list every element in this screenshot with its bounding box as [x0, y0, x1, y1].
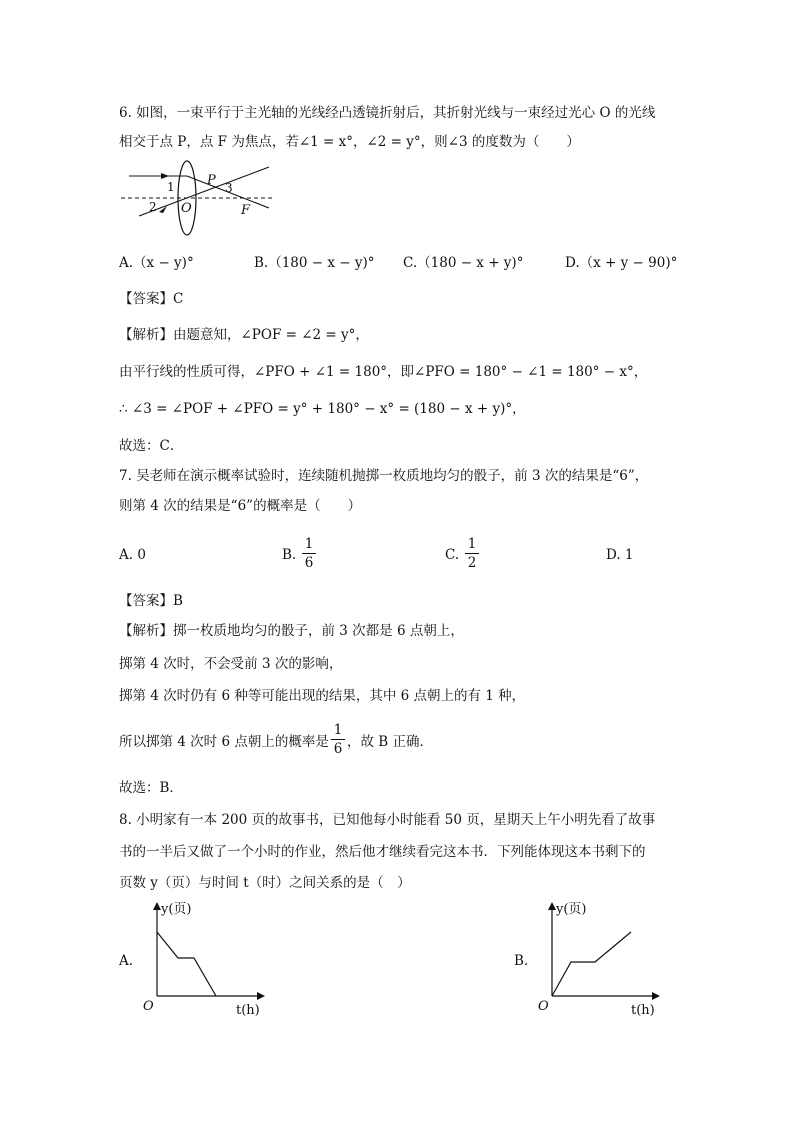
q8-graph-a-ylabel: y(页) [161, 902, 192, 917]
q6-explanation-line2: 由平行线的性质可得，∠PFO + ∠1 = 180°，即∠PFO = 180° − ∠1 = 180° − x°， [119, 364, 648, 380]
q8-graph-b-xlabel: t(h) [631, 1003, 655, 1018]
q7-option-c-fraction [465, 536, 479, 571]
q8-graph-a-xlabel: t(h) [236, 1003, 260, 1018]
q6-point-f: F [241, 203, 251, 218]
q7-explanation-line4b: ，故 B 正确． [347, 734, 434, 750]
q7-explanation-line5: 故选：B． [119, 780, 183, 796]
q7-option-b-numerator: 1 [304, 536, 314, 552]
q8-graph-b [535, 900, 660, 1020]
q7-explanation-line3: 掷第 4 次时仍有 6 种等可能出现的结果，其中 6 点朝上的有 1 种， [119, 688, 526, 704]
q8-graph-b-line [552, 932, 631, 996]
q8-stem-line1: 8. 小明家有一本 200 页的故事书，已知他每小时能看 50 页，星期天上午小明先看了故事 [119, 812, 656, 828]
q6-stem-line1: 6. 如图，一束平行于主光轴的光线经凸透镜折射后，其折射光线与一束经过光心 O 的光线 [119, 105, 656, 121]
q7-explanation-line1: 【解析】掷一枚质地均匀的骰子，前 3 次都是 6 点朝上， [119, 623, 464, 639]
q6-angle2-label: 2 [149, 200, 157, 214]
q8-stem-line3: 页数 y（页）与时间 t（时）之间关系的是（ ） [119, 875, 411, 891]
q6-option-b: B.（180 − x − y)° [254, 255, 375, 271]
q8-stem-line2: 书的一半后又做了一个小时的作业，然后他才继续看完这本书．下列能体现这本书剩下的 [119, 844, 646, 860]
q7-option-c-label: C. [445, 547, 460, 563]
q7-explanation-numerator: 1 [333, 722, 343, 738]
q6-option-d: D.（x + y − 90)° [565, 255, 678, 271]
q6-explanation-line1: 【解析】由题意知，∠POF = ∠2 = y°， [119, 327, 369, 343]
q8-graph-a-line [157, 932, 216, 996]
q6-answer: 【答案】C [119, 291, 184, 307]
q7-option-c-denominator: 2 [467, 555, 477, 571]
q7-explanation-fraction [331, 722, 345, 757]
q6-explanation-line4: 故选：C． [119, 438, 184, 454]
q6-stem-line2: 相交于点 P，点 F 为焦点，若∠1 = x°，∠2 = y°，则∠3 的度数为（ ） [119, 134, 580, 150]
q6-explanation-line3: ∴ ∠3 = ∠POF + ∠PFO = y° + 180° − x° = (180 − x + y)°， [119, 401, 526, 417]
q7-option-b-fraction [302, 536, 316, 571]
q8-graph-a [140, 900, 265, 1020]
q7-option-a: A. 0 [119, 547, 146, 563]
q6-angle3-label: 3 [225, 181, 233, 195]
q7-option-b-label: B. [282, 547, 297, 563]
q8-graph-b-label: B. [514, 953, 529, 969]
q7-stem-line2: 则第 4 次的结果是“6”的概率是（ ） [119, 498, 362, 514]
q6-option-c: C.（180 − x + y)° [403, 255, 524, 271]
q6-option-a: A.（x − y)° [119, 255, 194, 271]
q7-option-d: D. 1 [606, 547, 634, 563]
q7-explanation-line2: 掷第 4 次时，不会受前 3 次的影响， [119, 656, 343, 672]
q7-explanation-denominator: 6 [333, 741, 343, 757]
q8-graph-b-ylabel: y(页) [556, 902, 587, 917]
q7-stem-line1: 7. 吴老师在演示概率试验时，连续随机抛掷一枚质地均匀的骰子，前 3 次的结果是“6”， [119, 468, 649, 484]
q8-graph-b-origin: O [538, 999, 549, 1014]
q7-option-c-numerator: 1 [467, 536, 477, 552]
q6-point-o: O [181, 201, 192, 216]
q8-graph-a-label: A. [119, 953, 134, 969]
q6-point-p: P [207, 173, 216, 188]
q7-answer: 【答案】B [119, 593, 183, 609]
q6-lens-figure [119, 160, 279, 240]
q8-graph-a-origin: O [143, 999, 154, 1014]
q7-option-b-denominator: 6 [304, 555, 314, 571]
q6-angle1-label: 1 [167, 180, 175, 194]
q7-explanation-line4a: 所以掷第 4 次时 6 点朝上的概率是 [119, 734, 329, 750]
